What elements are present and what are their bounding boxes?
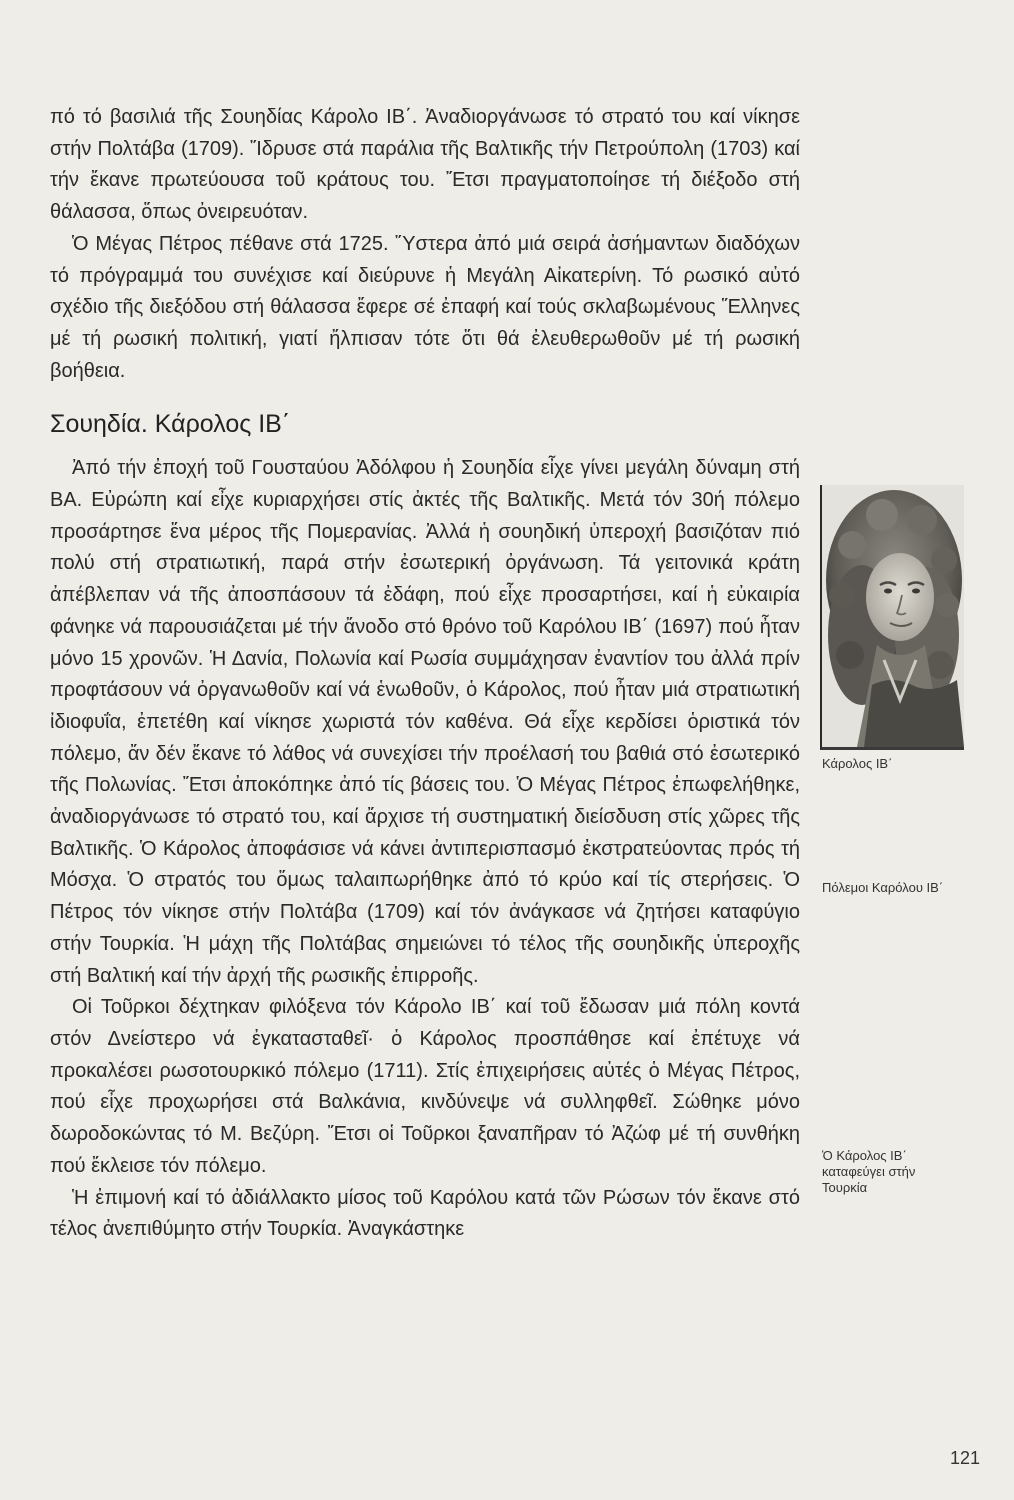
caption-refuge-line-1: Ὁ Κάρολος ΙΒ΄ (822, 1148, 907, 1163)
section-heading: Σουηδία. Κάρολος ΙΒ΄ (50, 410, 291, 439)
portrait-charles-xii-image (820, 485, 964, 750)
caption-refuge-line-2: καταφεύγει στήν (822, 1164, 916, 1179)
paragraph-5: Ἡ ἐπιμονή καί τό ἀδιάλλακτο μίσος τοῦ Καρόλου κατά τῶν Ρώσων τόν ἔκανε στό τέλος ἀνεπιθύμητο στήν Τουρκία. Ἀναγκάστηκε (50, 1186, 800, 1241)
paragraph-2: Ὁ Μέγας Πέτρος πέθανε στά 1725. Ὕστερα ἀπό μιά σειρά ἀσήμαντων διαδόχων τό πρόγραμμά του συνέχισε καί διεύρυνε ἡ Μεγάλη Αἰκατερίνη. Τό ρωσικό αὐτό σχέδιο τῆς διεξόδου στή θάλασσα ἔφερε σέ ἐπαφή καί τούς σκλαβωμένους Ἕλληνες μέ τή ρωσική πολιτική, γιατί ἤλπισαν τότε ὅτι θά ἐλευθερωθοῦν μέ τή ρωσική βοήθεια. (50, 232, 800, 382)
page-number: 121 (950, 1448, 981, 1468)
paragraph-3: Ἀπό τήν ἐποχή τοῦ Γουσταύου Ἀδόλφου ἡ Σουηδία εἶχε γίνει μεγάλη δύναμη στή ΒΑ. Εὐρώπη καί εἶχε κυριαρχήσει στίς ἀκτές τῆς Βαλτικῆς. Μετά τόν 30ή πόλεμο προσάρτησε ἕνα μέρος τῆς Πομερανίας. Ἀλλά ἡ σουηδική ὑπεροχή βασιζόταν πιό πολύ στή στρατιωτική, παρά στήν ἐσωτερική ὀργάνωση. Τά γειτονικά κράτη ἀπέβλεπαν νά τῆς ἀποσπάσουν τά ἐδάφη, πού εἶχε προσαρτήσει, καί ἡ εὐκαιρία φάνηκε νά παρουσιάζεται μέ τήν ἄνοδο στό θρόνο τοῦ Καρόλου ΙΒ΄ (1697) πού ἦταν μόνο 15 χρονῶν. Ἡ Δανία, Πολωνία καί Ρωσία συμμάχησαν ἐναντίον του ἀλλά πρίν προφτάσουν νά ὀργανωθοῦν καί νά ἑνωθοῦν, ὁ Κάρολος, πού ἦταν μιά στρατιωτική ἰδιοφυΐα, ἐπετέθη καί νίκησε χωριστά τόν καθένα. Θά εἶχε κερδίσει ὁριστικά τόν πόλεμο, ἄν δέν ἔκανε τό λάθος νά συνεχίσει τήν προέλασή του βαθιά στό ἐσωτερικό τῆς Πολωνίας. Ἔτσι ἀποκόπηκε ἀπό τίς βάσεις του. Ὁ Μέγας Πέτρος ἐπωφελήθηκε, ἀναδιοργάνωσε τό στρατό του, καί ἄρχισε τή συστηματική διείσδυση στίς χῶρες τῆς Βαλτικῆς. Ὁ Κάρολος ἀποφάσισε νά κάνει ἀντιπερισπασμό ἐκστρατεύοντας πρός τή Μόσχα. Ὁ στρατός του ὅμως ταλαιπωρήθηκε ἀπό τό κρύο καί τίς στερήσεις. Ὁ Πέτρος τόν νίκησε στήν Πολτάβα (1709) καί τόν ἀνάγκασε νά ζητήσει καταφύγιο στήν Τουρκία. Ἡ μάχη τῆς Πολτάβας σημειώνει τό τέλος τῆς σουηδικῆς ὑπεροχῆς στή Βαλτική καί τήν ἀρχή τῆς ρωσικῆς ἐπιρροῆς. (50, 457, 800, 987)
portrait-engraving (822, 485, 964, 747)
paragraph-4: Οἱ Τοῦρκοι δέχτηκαν φιλόξενα τόν Κάρολο ΙΒ΄ καί τοῦ ἔδωσαν μιά πόλη κοντά στόν Δνείστερο νά ἐγκατασταθεῖ· ὁ Κάρολος προσπάθησε καί ἐπέτυχε νά προκαλέσει ρωσοτουρκικό πόλεμο (1711). Στίς ἐπιχειρήσεις αὐτές ὁ Μέγας Πέτρος, πού εἶχε προχωρήσει στά Βαλκάνια, κινδύνεψε νά συλληφθεῖ. Σώθηκε μόνο δωροδοκώντας τό Μ. Βεζύρη. Ἔτσι οἱ Τοῦρκοι ξαναπῆραν τό Ἀζώφ μέ τή συνθήκη πού ἔκλεισε τόν πόλεμο. (50, 996, 800, 1177)
caption-wars: Πόλεμοι Καρόλου ΙΒ΄ (822, 880, 944, 895)
caption-portrait: Κάρολος ΙΒ΄ (822, 756, 893, 771)
main-text-column (50, 102, 800, 1246)
caption-refuge-line-3: Τουρκία (822, 1180, 868, 1195)
paragraph-1: πό τό βασιλιά τῆς Σουηδίας Κάρολο ΙΒ΄. Ἀναδιοργάνωσε τό στρατό του καί νίκησε στήν Πολτάβα (1709). Ἵδρυσε στά παράλια τῆς Βαλτικῆς τήν Πετρούπολη (1703) καί τήν ἔκανε πρωτεύουσα τοῦ κράτους του. Ἔτσι πραγματοποίησε τή διέξοδο στή θάλασσα, ὅπως ὀνειρευόταν. (50, 106, 800, 224)
caption-refuge (822, 1148, 982, 1196)
